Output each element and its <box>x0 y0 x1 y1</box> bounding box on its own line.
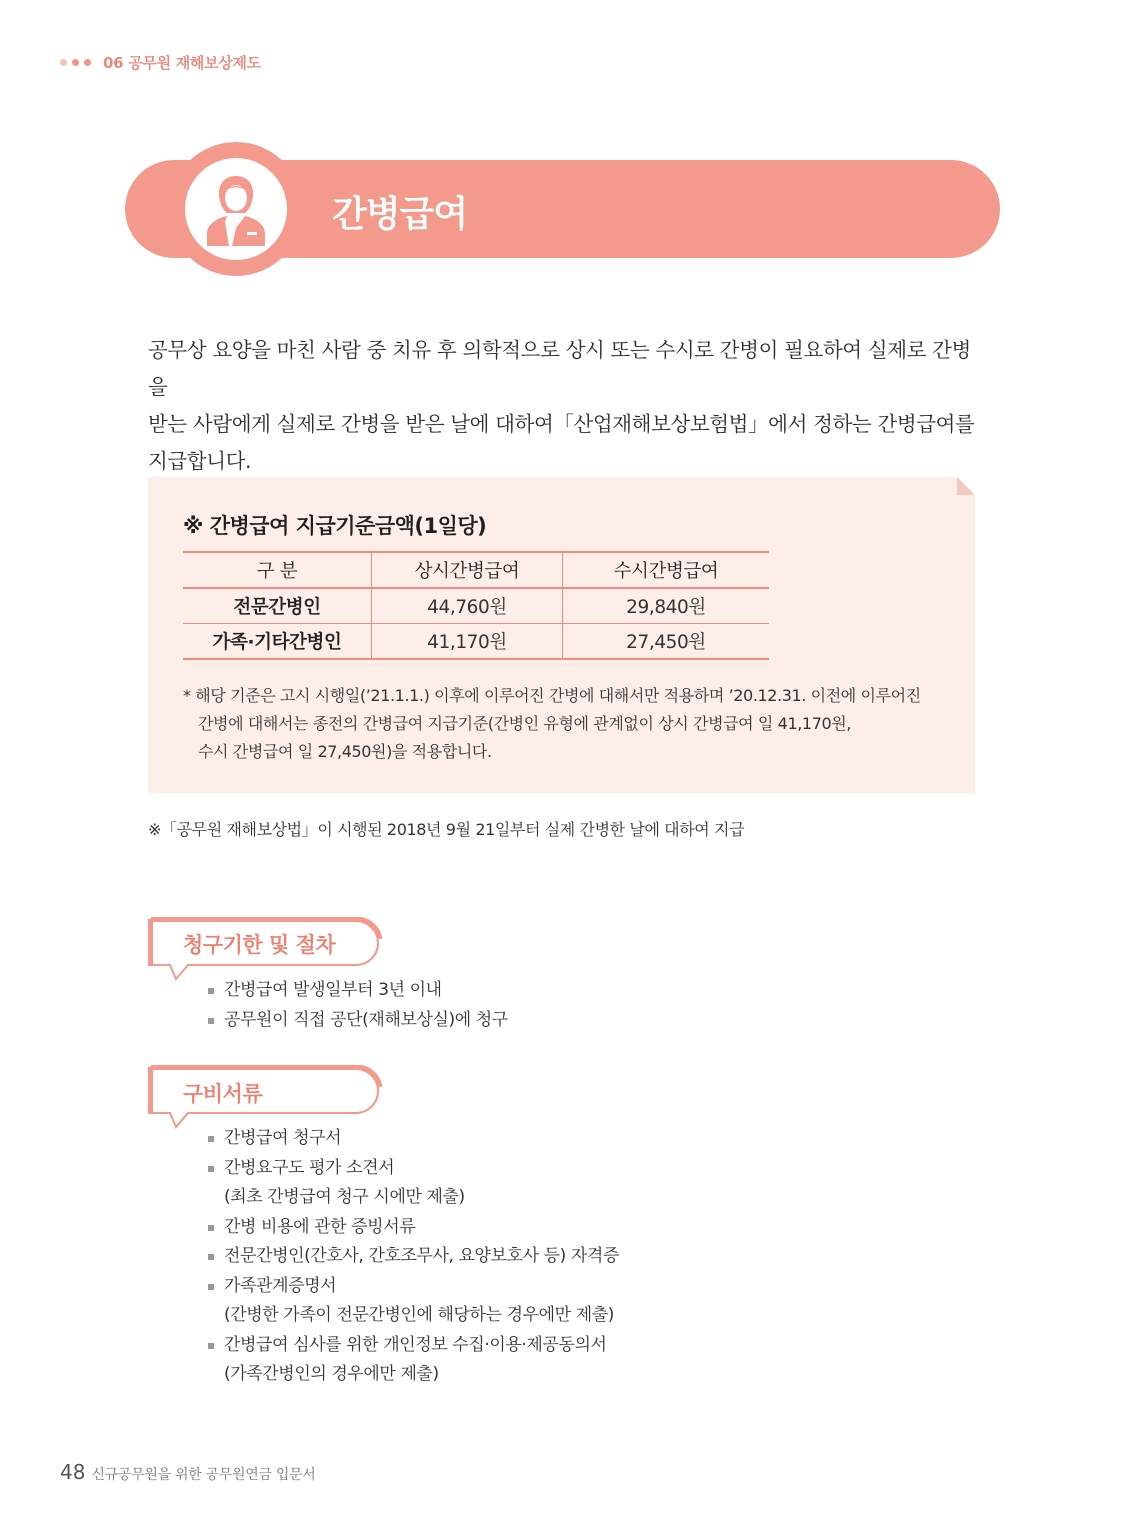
intro-line: 공무상 요양을 마친 사람 중 치유 후 의학적으로 상시 또는 수시로 간병이 필요하여 실제로 간병을 <box>148 338 971 399</box>
list-item <box>208 1242 619 1272</box>
table-note <box>183 682 953 766</box>
breadcrumb-dots <box>60 59 91 66</box>
list-item-text: 간병급여 청구서 <box>224 1128 342 1148</box>
section-title: 구비서류 <box>183 1082 263 1106</box>
bullet-icon <box>208 1225 214 1231</box>
intro-line: 지급합니다. <box>148 449 252 473</box>
intro-line: 받는 사람에게 실제로 간병을 받은 날에 대하여「산업재해보상보험법」에서 정하는 간병급여를 <box>148 412 975 436</box>
bullet-icon <box>208 1254 214 1260</box>
list-item <box>208 1154 619 1213</box>
list-item <box>208 976 508 1006</box>
rate-table <box>183 551 769 660</box>
intro-paragraph <box>148 332 988 480</box>
info-box-title: ※ 간병급여 지급기준금액(1일당) <box>183 514 487 538</box>
list-item <box>208 1213 619 1243</box>
footnote: ※「공무원 재해보상법」이 시행된 2018년 9월 21일부터 실제 간병한 날에 대하여 지급 <box>148 820 745 839</box>
table-cell: 44,760원 <box>372 588 563 624</box>
table-cell: 29,840원 <box>563 588 770 624</box>
breadcrumb <box>60 52 261 73</box>
note-line: 수시 간병급여 일 27,450원)을 적용합니다. <box>198 742 492 761</box>
page-number: 48 <box>60 1460 86 1484</box>
page-footer <box>60 1460 316 1484</box>
bullet-icon <box>208 1136 214 1142</box>
bullet-icon <box>208 988 214 994</box>
list-item-text: 간병 비용에 관한 증빙서류 <box>224 1216 416 1237</box>
list-item-text: 간병급여 발생일부터 3년 이내 <box>224 980 442 1000</box>
dot-icon <box>72 59 79 66</box>
table-header-cell: 상시간병급여 <box>372 552 563 588</box>
list-item <box>208 1124 619 1154</box>
book-title: 신규공무원을 위한 공무원연금 입문서 <box>91 1467 316 1483</box>
list-item-text: 공무원이 직접 공단(재해보상실)에 청구 <box>224 1009 508 1030</box>
note-line: * 해당 기준은 고시 시행일(’21.1.1.) 이후에 이루어진 간병에 대해서만 적용하며 ’20.12.31. 이전에 이루어진 <box>183 686 921 705</box>
table-cell: 41,170원 <box>372 624 563 660</box>
bullet-icon <box>208 1284 214 1290</box>
table-cell: 27,450원 <box>563 624 770 660</box>
dot-icon <box>60 59 67 66</box>
bullet-icon <box>208 1166 214 1172</box>
breadcrumb-text: 06 공무원 재해보상제도 <box>103 54 261 72</box>
table-header-cell: 구 분 <box>183 552 372 588</box>
list-item-text: 전문간병인(간호사, 간호조무사, 요양보호사 등) 자격증 <box>224 1246 619 1266</box>
section-title: 청구기한 및 절차 <box>183 933 336 957</box>
list-item-subtext: (최초 간병급여 청구 시에만 제출) <box>224 1187 465 1207</box>
list-item-text: 간병요구도 평가 소견서 <box>224 1157 395 1178</box>
nurse-person-icon <box>185 158 287 260</box>
bullet-icon <box>208 1343 214 1349</box>
dot-icon <box>84 59 91 66</box>
list-item-subtext: (가족간병인의 경우에만 제출) <box>224 1364 439 1384</box>
section-list <box>208 976 508 1035</box>
table-row <box>183 588 769 624</box>
table-row-label: 전문간병인 <box>183 588 372 624</box>
list-item-text: 가족관계증명서 <box>224 1275 337 1296</box>
list-item-text: 간병급여 심사를 위한 개인정보 수집·이용·제공동의서 <box>224 1334 607 1355</box>
list-item <box>208 1331 619 1390</box>
table-row-label: 가족·기타간병인 <box>183 624 372 660</box>
table-header-cell: 수시간병급여 <box>563 552 770 588</box>
table-header-row <box>183 552 769 588</box>
list-item-subtext: (간병한 가족이 전문간병인에 해당하는 경우에만 제출) <box>224 1305 614 1325</box>
page-title: 간병급여 <box>332 194 468 235</box>
list-item <box>208 1006 508 1036</box>
bullet-icon <box>208 1018 214 1024</box>
note-line: 간병에 대해서는 종전의 간병급여 지급기준(간병인 유형에 관계없이 상시 간병급여 일 41,170원, <box>198 714 851 733</box>
table-row <box>183 624 769 660</box>
list-item <box>208 1272 619 1331</box>
section-list <box>208 1124 619 1390</box>
